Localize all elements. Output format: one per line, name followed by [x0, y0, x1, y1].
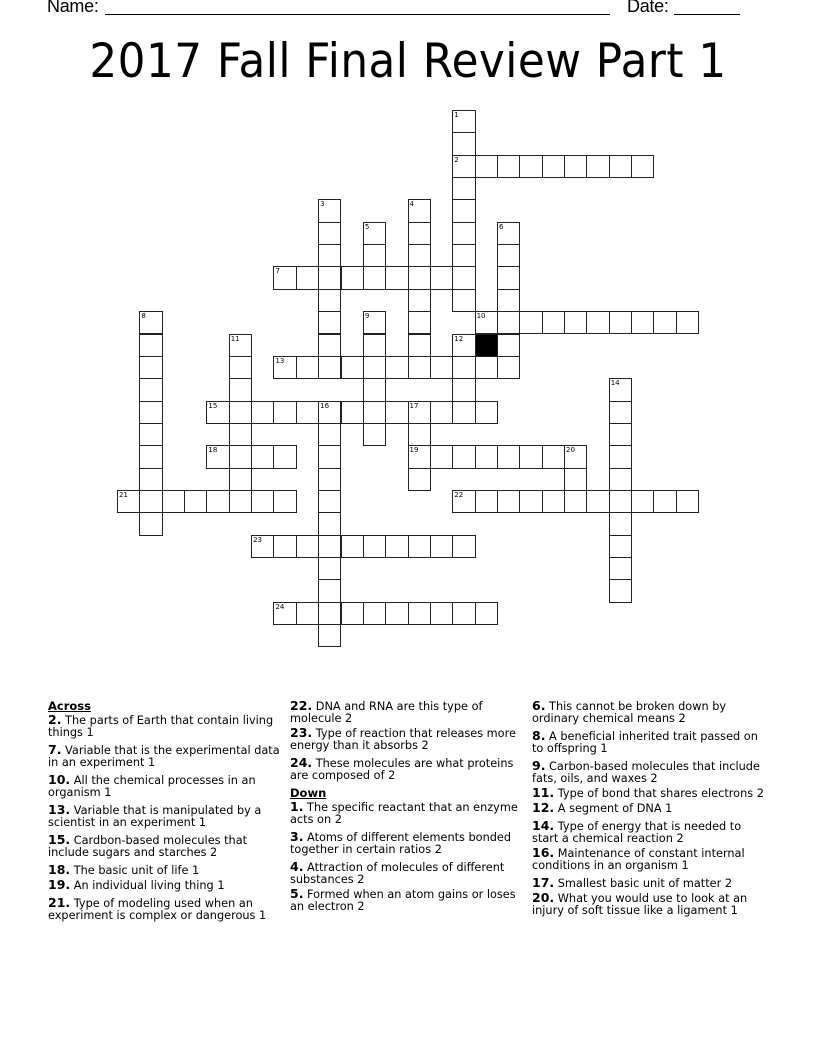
grid-cell[interactable]	[117, 490, 140, 513]
grid-cell[interactable]	[519, 311, 542, 334]
grid-cell[interactable]	[430, 356, 453, 379]
grid-cell[interactable]	[408, 535, 431, 558]
clue-down-17: 17. Smallest basic unit of matter 2	[532, 875, 733, 890]
grid-cell[interactable]	[385, 401, 408, 424]
grid-cell[interactable]	[408, 445, 431, 468]
grid-cell[interactable]	[497, 289, 520, 312]
grid-cell[interactable]	[139, 378, 162, 401]
grid-cell[interactable]	[139, 311, 162, 334]
grid-cell[interactable]	[273, 535, 296, 558]
grid-cell[interactable]	[653, 311, 676, 334]
grid-cell[interactable]	[452, 244, 475, 267]
grid-cell[interactable]	[564, 490, 587, 513]
grid-cell[interactable]	[452, 266, 475, 289]
grid-cell[interactable]	[408, 401, 431, 424]
clue-number: 10	[476, 312, 486, 321]
grid-cell[interactable]	[341, 266, 364, 289]
grid-cell[interactable]	[609, 155, 632, 178]
grid-cell[interactable]	[408, 266, 431, 289]
grid-cell[interactable]	[408, 289, 431, 312]
grid-cell[interactable]	[408, 356, 431, 379]
grid-cell[interactable]	[363, 378, 386, 401]
grid-cell[interactable]	[564, 311, 587, 334]
grid-cell[interactable]	[452, 378, 475, 401]
grid-cell[interactable]	[631, 155, 654, 178]
grid-cell[interactable]	[475, 401, 498, 424]
grid-cell[interactable]	[318, 244, 341, 267]
grid-cell[interactable]	[430, 401, 453, 424]
grid-cell[interactable]	[363, 334, 386, 357]
grid-cell[interactable]	[408, 244, 431, 267]
grid-cell[interactable]	[676, 490, 699, 513]
grid-cell[interactable]	[385, 356, 408, 379]
clue-down-6: 6. This cannot be broken down by ordinary chemical means 2	[532, 698, 727, 725]
grid-cell[interactable]	[273, 356, 296, 379]
grid-cell[interactable]	[341, 356, 364, 379]
grid-cell[interactable]	[497, 155, 520, 178]
grid-cell[interactable]	[475, 311, 498, 334]
grid-cell[interactable]	[609, 378, 632, 401]
grid-cell[interactable]	[609, 423, 632, 446]
grid-cell[interactable]	[229, 356, 252, 379]
grid-cell[interactable]	[408, 423, 431, 446]
clue-down-4: 4. Attraction of molecules of different substances 2	[290, 859, 505, 886]
clue-number: 3	[320, 200, 325, 209]
grid-cell[interactable]	[251, 445, 274, 468]
clue-across-22: 22. DNA and RNA are this type of molecule 2	[290, 698, 483, 725]
grid-cell[interactable]	[609, 490, 632, 513]
clue-across-13: 13. Variable that is manipulated by a scientist in an experiment 1	[48, 802, 262, 829]
clue-down-3: 3. Atoms of different elements bonded together in certain ratios 2	[290, 829, 512, 856]
grid-cell[interactable]	[206, 490, 229, 513]
grid-cell[interactable]	[430, 535, 453, 558]
grid-cell[interactable]	[564, 468, 587, 491]
grid-cell[interactable]	[452, 110, 475, 133]
grid-cell[interactable]	[430, 602, 453, 625]
clue-across-23: 23. Type of reaction that releases more energy than it absorbs 2	[290, 725, 516, 752]
grid-cell[interactable]	[206, 445, 229, 468]
black-cell	[475, 334, 498, 357]
grid-cell[interactable]	[296, 356, 319, 379]
clue-number: 18	[208, 446, 218, 455]
grid-cell[interactable]	[229, 490, 252, 513]
grid-cell[interactable]	[542, 445, 565, 468]
grid-cell[interactable]	[229, 445, 252, 468]
grid-cell[interactable]	[497, 356, 520, 379]
grid-cell[interactable]	[385, 535, 408, 558]
grid-cell[interactable]	[273, 490, 296, 513]
grid-cell[interactable]	[609, 311, 632, 334]
clue-across-7: 7. Variable that is the experimental data in an experiment 1	[48, 742, 280, 769]
grid-cell[interactable]	[519, 490, 542, 513]
clue-number: 8	[141, 312, 146, 321]
grid-cell[interactable]	[452, 356, 475, 379]
grid-cell[interactable]	[475, 356, 498, 379]
grid-cell[interactable]	[318, 423, 341, 446]
clues-column-1	[48, 700, 280, 927]
grid-cell[interactable]	[564, 155, 587, 178]
clues-column-2	[290, 700, 522, 918]
grid-cell[interactable]	[273, 602, 296, 625]
grid-cell[interactable]	[229, 334, 252, 357]
grid-cell[interactable]	[139, 512, 162, 535]
clue-number: 19	[409, 446, 419, 455]
grid-cell[interactable]	[497, 311, 520, 334]
grid-cell[interactable]	[139, 445, 162, 468]
clue-number: 21	[119, 490, 128, 499]
grid-cell[interactable]	[408, 311, 431, 334]
grid-cell[interactable]	[363, 266, 386, 289]
grid-cell[interactable]	[251, 535, 274, 558]
grid-cell[interactable]	[318, 602, 341, 625]
grid-cell[interactable]	[363, 423, 386, 446]
grid-cell[interactable]	[363, 602, 386, 625]
grid-cell[interactable]	[609, 445, 632, 468]
grid-cell[interactable]	[564, 445, 587, 468]
grid-cell[interactable]	[408, 199, 431, 222]
grid-cell[interactable]	[475, 155, 498, 178]
grid-cell[interactable]	[363, 311, 386, 334]
grid-cell[interactable]	[519, 155, 542, 178]
grid-cell[interactable]	[318, 624, 341, 647]
grid-cell[interactable]	[318, 579, 341, 602]
grid-cell[interactable]	[363, 244, 386, 267]
grid-cell[interactable]	[586, 155, 609, 178]
grid-cell[interactable]	[475, 445, 498, 468]
grid-cell[interactable]	[318, 334, 341, 357]
grid-cell[interactable]	[341, 401, 364, 424]
grid-cell[interactable]	[676, 311, 699, 334]
grid-cell[interactable]	[139, 334, 162, 357]
grid-cell[interactable]	[229, 468, 252, 491]
clue-down-16: 16. Maintenance of constant internal conditions in an organism 1	[532, 845, 745, 872]
grid-cell[interactable]	[452, 132, 475, 155]
grid-cell[interactable]	[452, 445, 475, 468]
grid-cell[interactable]	[452, 289, 475, 312]
grid-cell[interactable]	[430, 445, 453, 468]
grid-cell[interactable]	[206, 401, 229, 424]
clues-section	[0, 700, 816, 1000]
grid-cell[interactable]	[318, 490, 341, 513]
grid-cell[interactable]	[363, 356, 386, 379]
clue-number: 11	[230, 334, 240, 343]
grid-cell[interactable]	[273, 445, 296, 468]
grid-cell[interactable]	[273, 401, 296, 424]
grid-cell[interactable]	[318, 199, 341, 222]
page-title: 2017 Fall Final Review Part 1	[89, 34, 727, 89]
clue-down-8: 8. A beneficial inherited trait passed on to offspring 1	[532, 728, 758, 755]
grid-cell[interactable]	[497, 244, 520, 267]
clue-number: 2	[454, 155, 459, 164]
grid-cell[interactable]	[139, 490, 162, 513]
grid-cell[interactable]	[452, 334, 475, 357]
grid-cell[interactable]	[497, 334, 520, 357]
grid-cell[interactable]	[497, 445, 520, 468]
grid-cell[interactable]	[452, 490, 475, 513]
grid-cell[interactable]	[586, 311, 609, 334]
grid-cell[interactable]	[318, 468, 341, 491]
grid-cell[interactable]	[609, 557, 632, 580]
grid-cell[interactable]	[609, 535, 632, 558]
grid-cell[interactable]	[341, 602, 364, 625]
grid-cell[interactable]	[497, 266, 520, 289]
grid-cell[interactable]	[497, 490, 520, 513]
grid-cell[interactable]	[430, 266, 453, 289]
grid-cell[interactable]	[318, 512, 341, 535]
clue-number: 5	[364, 222, 370, 231]
name-label: Name:	[47, 0, 99, 16]
clue-across-24: 24. These molecules are what proteins are composed of 2	[290, 755, 514, 782]
clue-number: 15	[208, 401, 218, 410]
clue-number: 23	[253, 535, 263, 544]
grid-cell[interactable]	[318, 311, 341, 334]
grid-cell[interactable]	[609, 512, 632, 535]
clue-across-15: 15. Cardbon-based molecules that include sugars and starches 2	[48, 832, 248, 859]
grid-cell[interactable]	[408, 468, 431, 491]
grid-cell[interactable]	[229, 401, 252, 424]
grid-cell[interactable]	[609, 468, 632, 491]
grid-cell[interactable]	[519, 445, 542, 468]
clue-number: 24	[275, 602, 285, 611]
grid-cell[interactable]	[408, 222, 431, 245]
clue-down-14: 14. Type of energy that is needed to start a chemical reaction 2	[532, 818, 742, 845]
grid-cell[interactable]	[452, 401, 475, 424]
clue-down-1: 1. The specific reactant that an enzyme acts on 2	[290, 799, 518, 826]
grid-cell[interactable]	[162, 490, 185, 513]
clue-down-11: 11. Type of bond that shares electrons 2	[532, 785, 764, 800]
grid-cell[interactable]	[318, 445, 341, 468]
clue-number: 4	[409, 200, 415, 209]
grid-cell[interactable]	[542, 155, 565, 178]
grid-cell[interactable]	[251, 490, 274, 513]
clue-number: 20	[566, 446, 575, 455]
grid-cell[interactable]	[586, 490, 609, 513]
clue-across-2: 2. The parts of Earth that contain living things 1	[48, 712, 274, 739]
grid-cell[interactable]	[363, 535, 386, 558]
grid-cell[interactable]	[318, 557, 341, 580]
clue-number: 13	[275, 356, 285, 365]
grid-cell[interactable]	[318, 289, 341, 312]
grid-cell[interactable]	[296, 401, 319, 424]
grid-cell[interactable]	[542, 490, 565, 513]
date-label: Date:	[627, 0, 669, 16]
grid-cell[interactable]	[139, 423, 162, 446]
grid-cell[interactable]	[363, 401, 386, 424]
grid-cell[interactable]	[229, 378, 252, 401]
grid-cell[interactable]	[318, 356, 341, 379]
grid-cell[interactable]	[318, 222, 341, 245]
clue-number: 16	[320, 401, 330, 410]
grid-cell[interactable]	[251, 401, 274, 424]
grid-cell[interactable]	[318, 401, 341, 424]
grid-cell[interactable]	[296, 535, 319, 558]
grid-cell[interactable]	[139, 356, 162, 379]
grid-cell[interactable]	[452, 602, 475, 625]
grid-cell[interactable]	[475, 602, 498, 625]
grid-cell[interactable]	[631, 311, 654, 334]
clue-number: 9	[364, 312, 370, 321]
clue-down-5: 5. Formed when an atom gains or loses an electron 2	[290, 886, 516, 913]
grid-cell[interactable]	[408, 334, 431, 357]
grid-cell[interactable]	[229, 423, 252, 446]
grid-cell[interactable]	[363, 222, 386, 245]
clue-across-18: 18. The basic unit of life 1	[48, 862, 200, 877]
grid-cell[interactable]	[452, 177, 475, 200]
clue-across-10: 10. All the chemical processes in an organism 1	[48, 772, 256, 799]
grid-cell[interactable]	[452, 222, 475, 245]
grid-cell[interactable]	[184, 490, 207, 513]
clue-number: 17	[409, 401, 419, 410]
grid-cell[interactable]	[273, 266, 296, 289]
clue-number: 6	[498, 222, 504, 231]
clue-number: 7	[275, 267, 280, 276]
grid-cell[interactable]	[385, 266, 408, 289]
clue-number: 1	[454, 111, 459, 119]
down-heading: Down	[290, 786, 327, 800]
grid-cell[interactable]	[452, 535, 475, 558]
clue-number: 12	[454, 334, 464, 343]
clue-down-12: 12. A segment of DNA 1	[532, 800, 673, 815]
clue-across-21: 21. Type of modeling used when an experiment is complex or dangerous 1	[48, 895, 267, 922]
grid-cell[interactable]	[475, 490, 498, 513]
clue-number: 14	[610, 379, 620, 388]
grid-cell[interactable]	[452, 155, 475, 178]
clue-down-20: 20. What you would use to look at an injury of soft tissue like a ligament 1	[532, 890, 748, 917]
clue-down-9: 9. Carbon-based molecules that include fats, oils, and waxes 2	[532, 758, 760, 785]
across-heading: Across	[48, 699, 91, 713]
grid-cell[interactable]	[296, 602, 319, 625]
grid-cell[interactable]	[542, 311, 565, 334]
grid-cell[interactable]	[497, 222, 520, 245]
grid-cell[interactable]	[341, 535, 364, 558]
grid-cell[interactable]	[385, 602, 408, 625]
grid-cell[interactable]	[296, 266, 319, 289]
grid-cell[interactable]	[318, 266, 341, 289]
grid-cell[interactable]	[609, 401, 632, 424]
grid-cell[interactable]	[452, 199, 475, 222]
clue-number: 22	[454, 490, 464, 499]
grid-cell[interactable]	[653, 490, 676, 513]
clue-across-19: 19. An individual living thing 1	[48, 877, 225, 892]
grid-cell[interactable]	[408, 602, 431, 625]
grid-cell[interactable]	[139, 468, 162, 491]
grid-cell[interactable]	[139, 401, 162, 424]
grid-cell[interactable]	[318, 535, 341, 558]
grid-cell[interactable]	[631, 490, 654, 513]
clues-column-3	[532, 700, 768, 922]
grid-cell[interactable]	[609, 579, 632, 602]
